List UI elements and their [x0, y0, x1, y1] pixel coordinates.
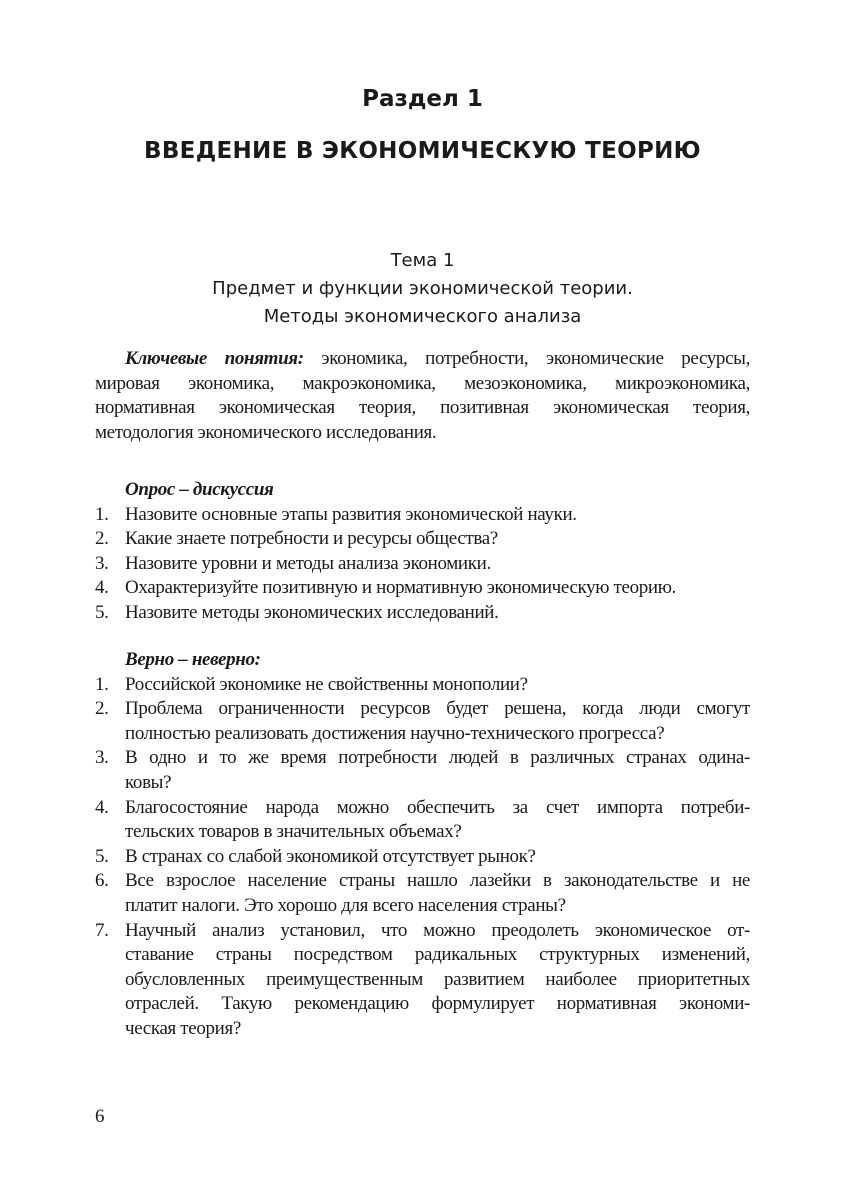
list-item-text: [125, 845, 750, 870]
list-item-line: тельских товаров в значительных объемах?: [125, 821, 462, 843]
list-item-line: полностью реализовать достижения научно-технического прогресса?: [125, 722, 665, 744]
list-item-line: ческая теория?: [125, 1017, 241, 1039]
list-item-line: Все взрослое население страны нашло лазейки в законодательстве и не: [125, 870, 750, 892]
list-item: [95, 746, 750, 795]
list-item: [95, 673, 750, 698]
section-title: ВВЕДЕНИЕ В ЭКОНОМИЧЕСКУЮ ТЕОРИЮ: [144, 138, 701, 164]
list-item-text: [125, 503, 750, 528]
list-item-text: [125, 919, 750, 1042]
list-item-number: 7.: [95, 919, 109, 941]
list-item: [95, 601, 750, 626]
list-item-number: 1.: [95, 673, 109, 695]
list-item-line: Назовите основные этапы развития экономической науки.: [125, 503, 577, 525]
survey-heading: Опрос – дискуссия: [125, 479, 274, 500]
list-item: [95, 552, 750, 577]
list-item: [95, 697, 750, 746]
list-item-number: 3.: [95, 552, 109, 574]
list-item-text: [125, 869, 750, 918]
key-concepts-label: Ключевые понятия:: [125, 348, 304, 369]
list-item-number: 2.: [95, 528, 109, 550]
key-concepts-text: экономика, потребности, экономические ресурсы,: [303, 348, 750, 369]
list-item-line: В странах со слабой экономикой отсутствует рынок?: [125, 845, 536, 867]
list-item: [95, 869, 750, 918]
true-false-heading: Верно – неверно:: [125, 649, 261, 670]
list-item-line: платит налоги. Это хорошо для всего населения страны?: [125, 894, 566, 916]
list-item-number: 6.: [95, 870, 109, 892]
list-item-line: ковы?: [125, 771, 172, 793]
topic-title-line: Предмет и функции экономической теории.: [212, 278, 633, 299]
list-item-line: обусловленных преимущественным развитием наиболее приоритетных: [125, 968, 750, 990]
topic-title-line: Методы экономического анализа: [263, 306, 582, 327]
list-item-text: [125, 601, 750, 626]
list-item: [95, 919, 750, 1042]
list-item-line: Проблема ограниченности ресурсов будет решена, когда люди смогут: [125, 698, 750, 720]
true-false-section: [95, 648, 750, 1042]
key-concepts-line: [95, 347, 750, 372]
list-item-line: Благосостояние народа можно обеспечить за счет импорта потреби-: [125, 796, 750, 818]
survey-section: [95, 478, 750, 626]
list-item-number: 4.: [95, 577, 109, 599]
key-concepts-line: мировая экономика, макроэкономика, мезоэкономика, микроэкономика,: [95, 372, 750, 394]
list-item-line: Российской экономике не свойственны монополии?: [125, 673, 528, 695]
list-item-text: [125, 796, 750, 845]
list-item-number: 3.: [95, 747, 109, 769]
list-item-text: [125, 673, 750, 698]
list-item: [95, 845, 750, 870]
key-concepts: [95, 347, 750, 445]
list-item-number: 5.: [95, 601, 109, 623]
list-item: [95, 527, 750, 552]
list-item-line: В одно и то же время потребности людей в различных странах одина-: [125, 747, 750, 769]
list-item-line: отраслей. Такую рекомендацию формулирует нормативная экономи-: [125, 993, 750, 1015]
section-number: Раздел 1: [362, 86, 483, 112]
list-item-text: [125, 746, 750, 795]
list-item-text: [125, 576, 750, 601]
list-item-text: [125, 697, 750, 746]
page-number: 6: [95, 1106, 105, 1127]
list-item: [95, 576, 750, 601]
list-item-line: Назовите уровни и методы анализа экономики.: [125, 552, 491, 574]
list-item-number: 4.: [95, 796, 109, 818]
list-item-number: 5.: [95, 845, 109, 867]
list-item-line: ставание страны посредством радикальных структурных изменений,: [125, 944, 750, 966]
list-item: [95, 796, 750, 845]
list-item-line: Назовите методы экономических исследований.: [125, 601, 499, 623]
list-item-number: 1.: [95, 503, 109, 525]
list-item-text: [125, 552, 750, 577]
list-item-number: 2.: [95, 698, 109, 720]
list-item-text: [125, 527, 750, 552]
list-item-line: Научный анализ установил, что можно преодолеть экономическое от-: [125, 919, 750, 941]
list-item: [95, 503, 750, 528]
key-concepts-line: нормативная экономическая теория, позитивная экономическая теория,: [95, 397, 750, 419]
topic-number: Тема 1: [390, 250, 455, 271]
list-item-line: Охарактеризуйте позитивную и нормативную экономическую теорию.: [125, 577, 676, 599]
key-concepts-line: методология экономического исследования.: [95, 421, 437, 443]
list-item-line: Какие знаете потребности и ресурсы общества?: [125, 528, 498, 550]
